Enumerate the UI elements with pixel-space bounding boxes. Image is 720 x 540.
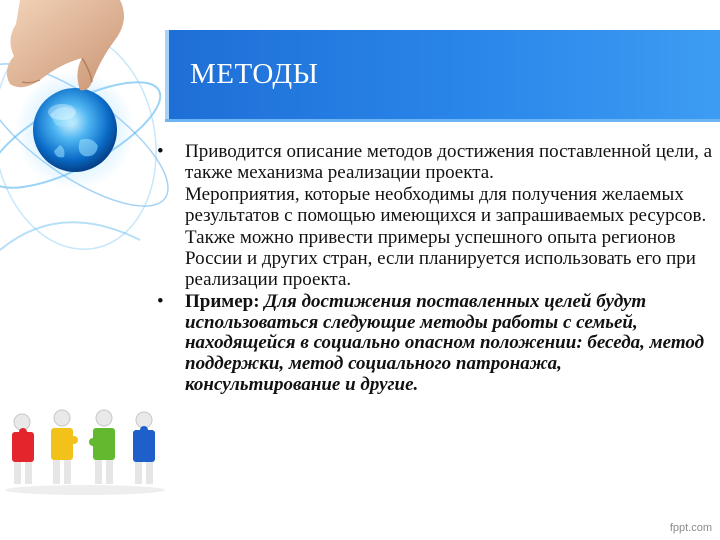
- paragraph: Также можно привести примеры успешного опыта регионов России и других стран, если планируется использовать его при реализации проекта.: [185, 227, 696, 290]
- example-paragraph: [185, 292, 715, 395]
- bullet-body: [185, 292, 715, 395]
- watermark: fppt.com: [669, 522, 712, 534]
- puzzle-people-icon: [0, 400, 175, 500]
- slide-body: [155, 142, 715, 395]
- paragraph: Приводится описание методов достижения поставленной цели, а также механизма реализации проекта.: [185, 141, 713, 183]
- bullet-marker: •: [157, 291, 164, 313]
- slide-title: МЕТОДЫ: [190, 58, 319, 90]
- bullet-marker: •: [157, 141, 164, 162]
- bullet-body: [185, 142, 715, 290]
- decorative-left-art: [0, 0, 175, 540]
- paragraph: Мероприятия, которые необходимы для получения желаемых результатов с помощью имеющихся и запрашиваемых ресурсов.: [185, 184, 707, 226]
- bullet-item: [155, 142, 715, 290]
- example-label: Пример:: [185, 291, 260, 313]
- hand-globe-icon: [0, 0, 175, 270]
- bullet-item-example: [155, 292, 715, 395]
- example-text: Для достижения поставленных целей будут использоваться следующие методы работы с семьей, находящейся в социально опасном положении: беседа, метод поддержки, метод социального патронажа, консультирование и другие.: [185, 291, 705, 395]
